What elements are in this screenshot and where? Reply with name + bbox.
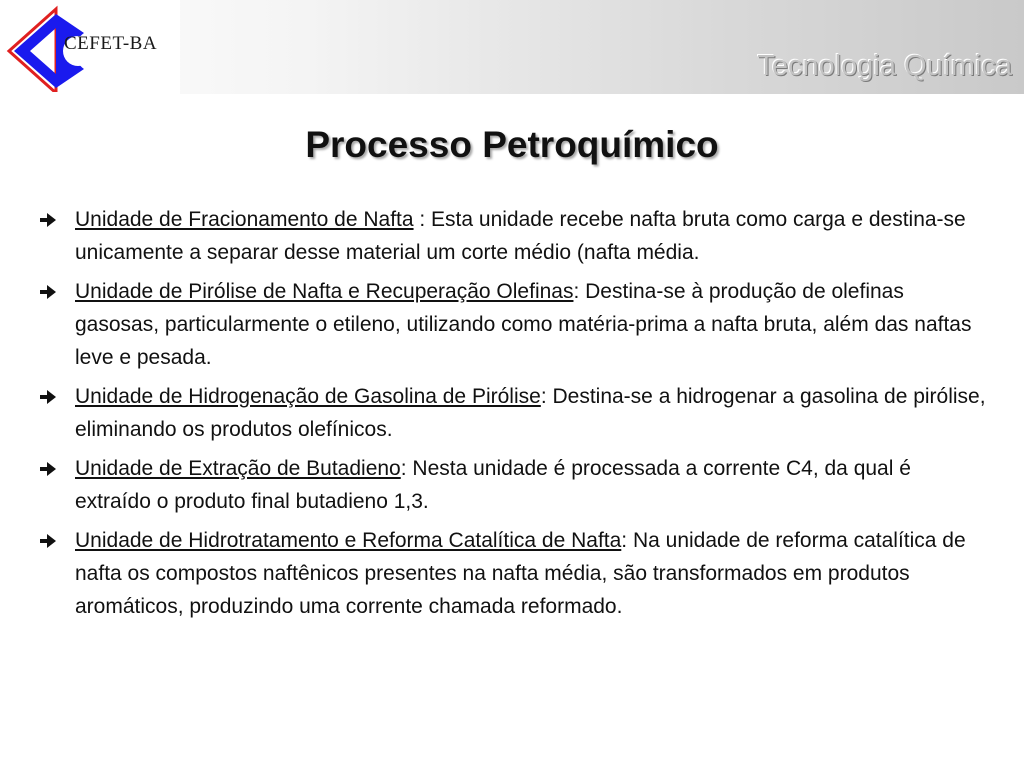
bullet-term: Unidade de Extração de Butadieno bbox=[75, 457, 401, 480]
bullet-term: Unidade de Hidrogenação de Gasolina de Pirólise bbox=[75, 385, 541, 408]
bullet-text: : Destina-se a hidrogenar a gasolina de pirólise, eliminando os produtos olefínicos. bbox=[75, 385, 986, 441]
course-title: Tecnologia Química bbox=[757, 50, 1012, 82]
bullet-term: Unidade de Pirólise de Nafta e Recuperação Olefinas bbox=[75, 280, 574, 303]
bullet-text: : Esta unidade recebe nafta bruta como carga e destina-se unicamente a separar desse material um corte médio (nafta média. bbox=[75, 208, 966, 264]
bullet-text: : Nesta unidade é processada a corrente C4, da qual é extraído o produto final butadieno 1,3. bbox=[75, 457, 911, 513]
bullet-item bbox=[40, 452, 990, 518]
arrow-right-icon bbox=[40, 534, 56, 548]
arrow-right-icon bbox=[40, 462, 56, 476]
bullet-list bbox=[40, 203, 990, 629]
bullet-item bbox=[40, 524, 990, 623]
logo bbox=[0, 0, 180, 94]
bullet-term: Unidade de Fracionamento de Nafta bbox=[75, 208, 414, 231]
arrow-right-icon bbox=[40, 285, 56, 299]
bullet-item bbox=[40, 275, 990, 374]
bullet-text: : Na unidade de reforma catalítica de nafta os compostos naftênicos presentes na nafta média, são transformados em produtos aromáticos, produzindo uma corrente chamada reformado. bbox=[75, 529, 966, 618]
bullet-item bbox=[40, 203, 990, 269]
bullet-text: : Destina-se à produção de olefinas gasosas, particularmente o etileno, utilizando como matéria-prima a nafta bruta, além das naftas leve e pesada. bbox=[75, 280, 972, 369]
arrow-right-icon bbox=[40, 213, 56, 227]
slide-title: Processo Petroquímico bbox=[305, 124, 719, 165]
logo-text: CEFET-BA bbox=[64, 33, 158, 54]
bullet-item bbox=[40, 380, 990, 446]
bullet-term: Unidade de Hidrotratamento e Reforma Catalítica de Nafta bbox=[75, 529, 622, 552]
arrow-right-icon bbox=[40, 390, 56, 404]
